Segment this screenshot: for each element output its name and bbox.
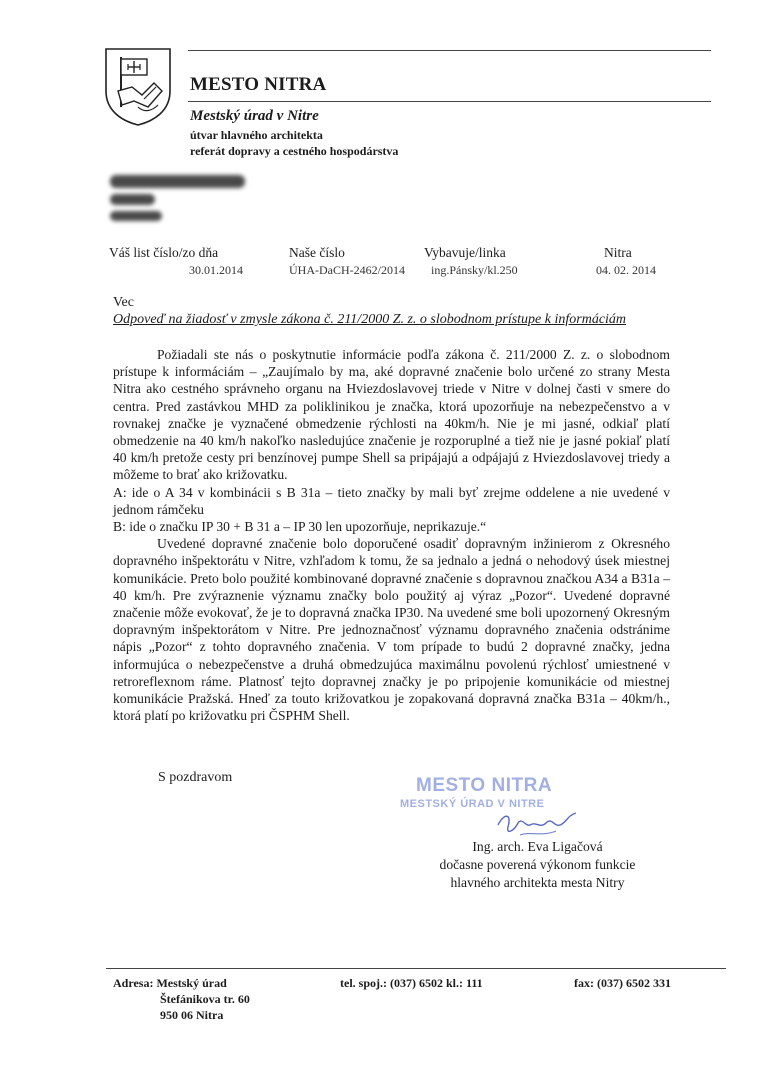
signatory-block [400, 838, 675, 892]
letter-date: 04. 02. 2014 [596, 263, 656, 277]
signatory-role: hlavného architekta mesta Nitry [450, 875, 625, 890]
address-line: 950 06 Nitra [160, 1008, 224, 1022]
department [190, 127, 398, 159]
redacted-recipient-street [110, 194, 155, 205]
paragraph: Uvedené dopravné značenie bolo doporučené osadiť dopravným inžinierom z Okresného dopravného inšpektorátu v Nitre, vzhľadom k tomu, že sa jednalo a jedná o nehodový úsek miestnej komunikácie. Preto bolo použité kombinované dopravné značenie s dopravnou značkou A34 a B31a – 40 km/h. Pre zvýraznenie významu značky bolo použitý aj výraz „Pozor“. Uvedené dopravné značenie môže evokovať, že je to dopravná značka IP30. Na uvedené sme boli upozornený Okresným dopravným inšpektorátom v Nitre. Pre jednoznačnosť významu dopravného značenia odstránime nápis „Pozor“ z tohto dopravného značenia. V tom prípade to budú 2 dopravné značky, jedna informujúca o nebezpečenstve a druhá obmedzujúca maximálnu povolenú rýchlosť umiestnené v retroreflexnom ráme. Platnosť tejto dopravnej značky je po pripojenie komunikácie od miestnej komunikácie Pražská. Hneď za touto križovatkou je zopakovaná dopravná značka B31a – 40km/h., ktorá platí po križovatku pri ČSPHM Shell. [113, 536, 670, 724]
department-line: útvar hlavného architekta [190, 128, 323, 142]
address-line: Adresa: Mestský úrad [113, 976, 227, 990]
subject-text: Odpoveď na žiadosť v zmysle zákona č. 211/2000 Z. z. o slobodnom prístupe k informáciám [113, 312, 627, 327]
closing-greeting: S pozdravom [158, 770, 233, 785]
our-number-value: ÚHA-DaCH-2462/2014 [289, 263, 405, 277]
paragraph: A: ide o A 34 v kombinácii s B 31a – tieto značky by mali byť zrejme oddelene a nie uvedené v jednom rámčeku [113, 484, 670, 517]
signatory-name: Ing. arch. Eva Ligačová [472, 839, 603, 854]
handled-by-value: ing.Pánsky/kl.250 [431, 263, 518, 277]
city-title: MESTO NITRA [190, 74, 327, 95]
header-rule [188, 101, 711, 102]
our-number-label: Naše číslo [289, 245, 345, 260]
letter-body [113, 346, 670, 724]
stamp-line: MESTO NITRA [416, 775, 553, 796]
header-rule-top [188, 50, 711, 51]
handled-by-label: Vybavuje/linka [424, 245, 506, 260]
redacted-recipient-city [110, 211, 162, 221]
signatory-role: dočasne poverená výkonom funkcie [439, 857, 636, 872]
stamp-line: MESTSKÝ ÚRAD V NITRE [400, 798, 545, 810]
paragraph: B: ide o značku IP 30 + B 31 a – IP 30 len upozorňuje, neprikazuje.“ [113, 519, 487, 535]
footer-address [113, 975, 250, 1023]
footer-fax: fax: (037) 6502 331 [574, 976, 671, 990]
footer-rule [106, 968, 726, 969]
your-letter-label: Váš list číslo/zo dňa [109, 245, 219, 260]
office-name: Mestský úrad v Nitre [190, 108, 319, 124]
your-letter-value: 30.01.2014 [189, 263, 243, 277]
footer-phone: tel. spoj.: (037) 6502 kl.: 111 [340, 976, 483, 990]
address-line: Štefánikova tr. 60 [160, 992, 250, 1006]
department-line: referát dopravy a cestného hospodárstva [190, 144, 399, 158]
paragraph: Požiadali ste nás o poskytnutie informácie podľa zákona č. 211/2000 Z. z. o slobodnom prístupe k informáciám – „Zaujímalo by ma, aké dopravné značenie bolo určené zo strany Mesta Nitra ako cestného správneho organu na Hviezdoslavovej triede v Nitre v dolnej časti v smere do centra. Pred zastávkou MHD za poliklinikou je značka, ktorá upozorňuje na nebezpečenstvo a v rovnakej značke je vyznačené obmedzenie rýchlosti na 40km/h. Nie je mi jasné, odkiaľ platí obmedzenie na 40 km/h nakoľko nasledujúce značenie je rozporuplné a tiež nie je jasné pokiaľ platí 40 km/h pretože cesty pri benzínovej pumpe Shell sa pripájajú a odpájajú z Hviezdoslavovej triedy a môžeme to brať ako križovatku. [113, 347, 670, 483]
subject-label: Vec [113, 295, 134, 310]
redacted-recipient-name [110, 175, 245, 188]
city-coat-of-arms-icon [104, 47, 172, 127]
place-label: Nitra [604, 245, 632, 260]
